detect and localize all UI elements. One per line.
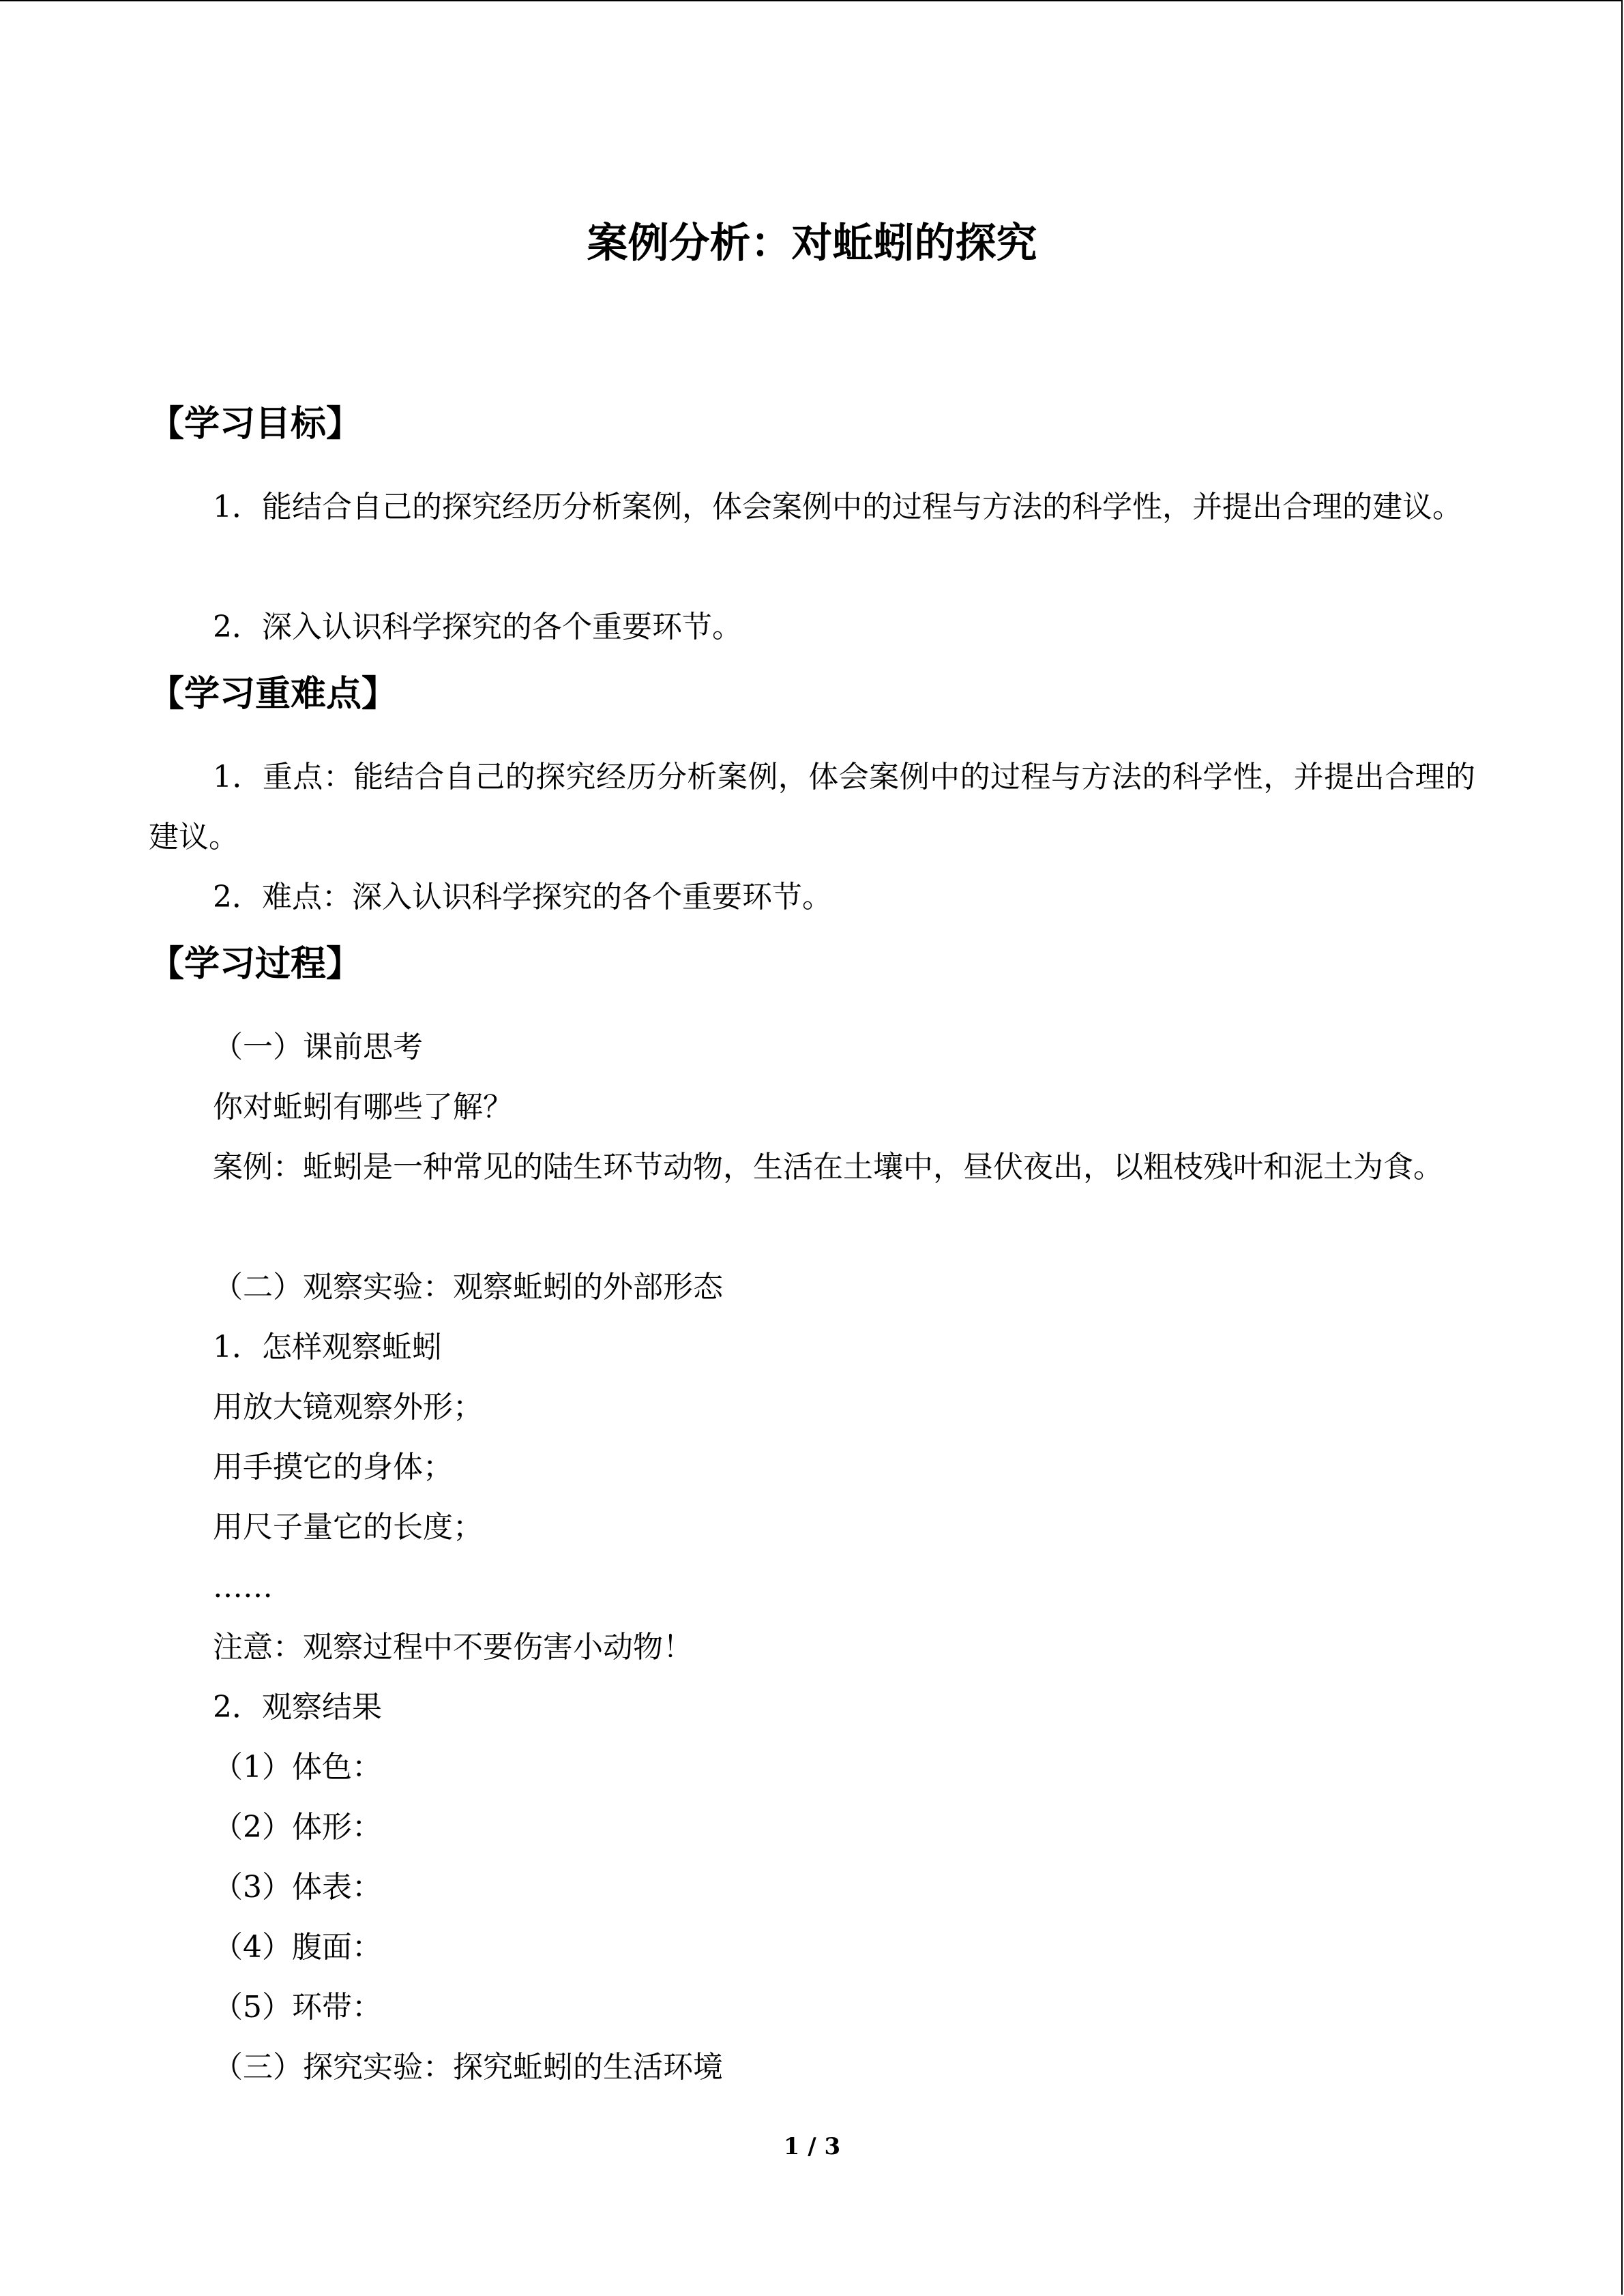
part1-question: 你对蚯蚓有哪些了解？ <box>213 1090 513 1124</box>
result-item-1: （1）体色： <box>213 1750 382 1785</box>
results-title: 2．观察结果 <box>213 1690 382 1725</box>
result-item-3: （3）体表： <box>213 1870 382 1905</box>
part1-title: （一）课前思考 <box>213 1030 423 1064</box>
page-number: 1 / 3 <box>783 2133 841 2160</box>
section-heading-key-points: 【学习重难点】 <box>149 674 398 715</box>
part3-title: （三）探究实验：探究蚯蚓的生活环境 <box>213 2050 723 2085</box>
how-item-1: 用放大镜观察外形； <box>213 1390 483 1425</box>
document-title: 案例分析：对蚯蚓的探究 <box>587 220 1037 267</box>
result-item-2: （2）体形： <box>213 1810 382 1845</box>
section-heading-goals: 【学习目标】 <box>149 404 362 445</box>
section-heading-process: 【学习过程】 <box>149 944 362 985</box>
goal-item-2: 2．深入认识科学探究的各个重要环节。 <box>213 610 742 644</box>
how-item-2: 用手摸它的身体； <box>213 1450 453 1485</box>
how-title: 1．怎样观察蚯蚓 <box>213 1330 442 1365</box>
result-item-4: （4）腹面： <box>213 1930 382 1965</box>
result-item-5: （5）环带： <box>213 1990 382 2025</box>
key-point-item-1: 1．重点：能结合自己的探究经历分析案例，体会案例中的过程与方法的科学性，并提出合理的建议。 <box>149 760 1475 854</box>
part1-case: 案例：蚯蚓是一种常见的陆生环节动物，生活在土壤中，昼伏夜出，以粗枝残叶和泥土为食。 <box>213 1150 1443 1184</box>
how-item-4: …… <box>213 1570 273 1605</box>
goal-item-1: 1．能结合自己的探究经历分析案例，体会案例中的过程与方法的科学性，并提出合理的建议。 <box>213 490 1462 524</box>
how-item-3: 用尺子量它的长度； <box>213 1510 483 1545</box>
part2-title: （二）观察实验：观察蚯蚓的外部形态 <box>213 1270 723 1304</box>
key-point-item-2: 2．难点：深入认识科学探究的各个重要环节。 <box>213 880 832 914</box>
notice-text: 注意：观察过程中不要伤害小动物！ <box>213 1630 693 1665</box>
